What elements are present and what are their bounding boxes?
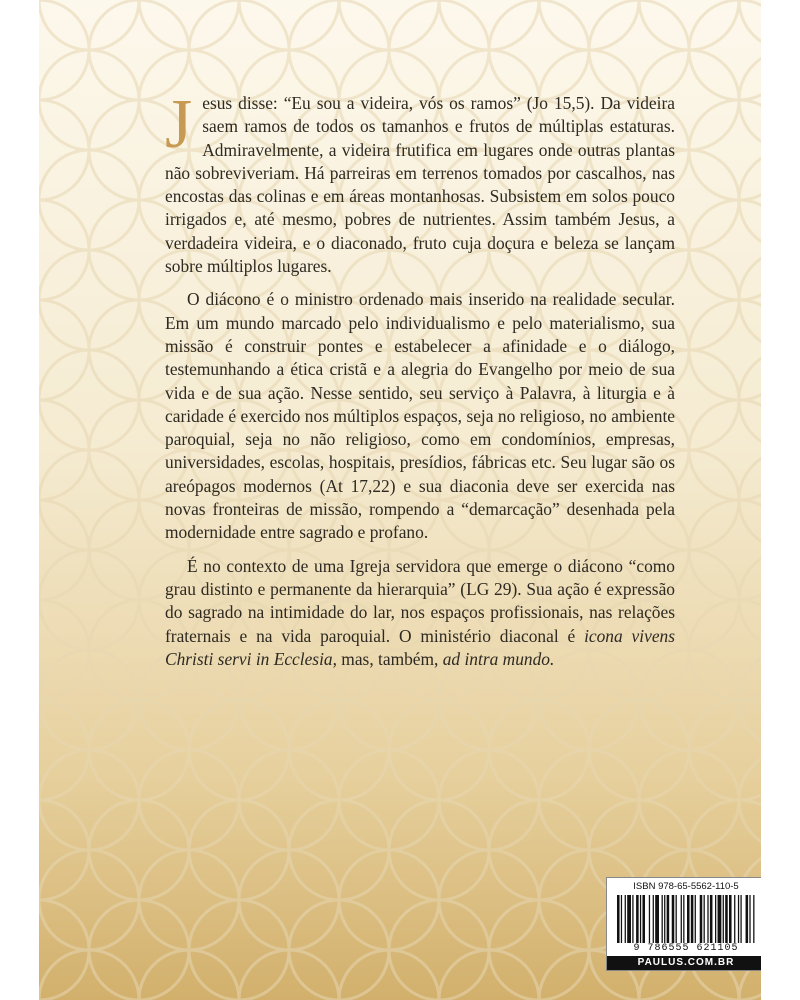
barcode-bar xyxy=(676,895,677,943)
barcode-bar xyxy=(687,895,690,943)
publisher-url: PAULUS.COM.BR xyxy=(607,956,761,970)
barcode-bar xyxy=(707,895,708,943)
barcode-bar xyxy=(617,895,620,943)
barcode-bar xyxy=(653,895,654,943)
barcode-bar xyxy=(664,895,665,943)
paragraph-1-text: esus disse: “Eu sou a videira, vós os ramos” (Jo 15,5). Da videira saem ramos de todos os tamanhos e frutos de múltiplas estaturas. Admiravelmente, a videira frutifica em lugares onde outras plantas não sobreviveriam. Há parreiras em terrenos tomados por cascalhos, nas encostas das colinas e em áreas montanhosas. Subsistem em solos pouco irrigados e, até mesmo, pobres de nutrientes. Assim também Jesus, a verdadeira videira, e o diaconado, fruto cuja doçura e beleza se lançam sobre múltiplos lugares. xyxy=(165,93,675,277)
paragraph-2: O diácono é o ministro ordenado mais inserido na realidade secular. Em um mundo marcado pelo individualismo e pelo materialismo, sua missão é construir pontes e estabelecer a afinidade e o diálogo, testemunhando a ética cristã e a alegria do Evangelho por meio de sua vida e de sua ação. Nesse sentido, seu serviço à Palavra, à liturgia e à caridade é exercido nos múltiplos espaços, seja no religioso, no ambiente paroquial, seja no não religioso, como em condomínios, empresas, universidades, escolas, hospitais, presídios, fábricas etc. Seu lugar são os areópagos modernos (At 17,22) e sua diaconia deve ser exercida nas novas fronteiras de missão, rompendo a “demarcação” desenhada pela modernidade entre sagrado e profano. xyxy=(165,289,675,543)
barcode-bar xyxy=(723,895,724,943)
barcode-bar xyxy=(681,895,682,943)
paragraph-1 xyxy=(165,86,675,278)
barcode-bar xyxy=(718,895,722,943)
isbn-label: ISBN 978-65-5562-110-5 xyxy=(633,881,739,892)
drop-cap: J xyxy=(165,86,193,163)
latin-phrase-2: ad intra mundo. xyxy=(442,648,555,669)
barcode-bars xyxy=(617,895,757,943)
barcode-bar xyxy=(640,895,641,943)
barcode-bar xyxy=(734,895,735,943)
barcode-bar xyxy=(621,895,622,943)
barcode-box xyxy=(606,877,761,971)
barcode-bar xyxy=(683,895,684,943)
barcode-bar xyxy=(749,895,750,943)
barcode-bar xyxy=(729,895,732,943)
paragraph-3-text-a: É no contexto de uma Igreja servidora que emerge o diácono “como grau distinto e permanente da hierarquia” (LG 29). Sua ação é expressão do sagrado na intimidade do lar, nos espaços profissionais, nas relações fraternais e na vida paroquial. O ministério diaconal é xyxy=(165,555,675,646)
barcode-bar xyxy=(704,895,705,943)
barcode-bar xyxy=(649,895,650,943)
barcode-bar xyxy=(655,895,659,943)
barcode-bar xyxy=(725,895,728,943)
barcode-bar xyxy=(740,895,741,943)
barcode-bar xyxy=(632,895,633,943)
barcode-bar xyxy=(625,895,626,943)
back-cover xyxy=(39,0,761,1000)
barcode-bar xyxy=(710,895,713,943)
barcode-bar xyxy=(642,895,645,943)
barcode-bar xyxy=(715,895,716,943)
paragraph-3-text-b: , mas, também, xyxy=(332,648,443,669)
barcode-digits: 9 786555 621105 xyxy=(633,943,739,954)
barcode-bar xyxy=(636,895,639,943)
barcode-bar xyxy=(700,895,703,943)
barcode-bar xyxy=(695,895,696,943)
barcode-bar xyxy=(753,895,754,943)
latin-phrase-1: icona vivens Christi servi in Ecclesia xyxy=(165,625,675,669)
barcode-bar xyxy=(667,895,670,943)
barcode-bar xyxy=(662,895,663,943)
barcode-bar xyxy=(738,895,739,943)
barcode-bar xyxy=(691,895,694,943)
barcode-bar xyxy=(627,895,631,943)
paragraph-3 xyxy=(165,555,675,671)
barcode-bar xyxy=(746,895,749,943)
barcode-bar xyxy=(672,895,675,943)
back-cover-text xyxy=(165,86,675,671)
